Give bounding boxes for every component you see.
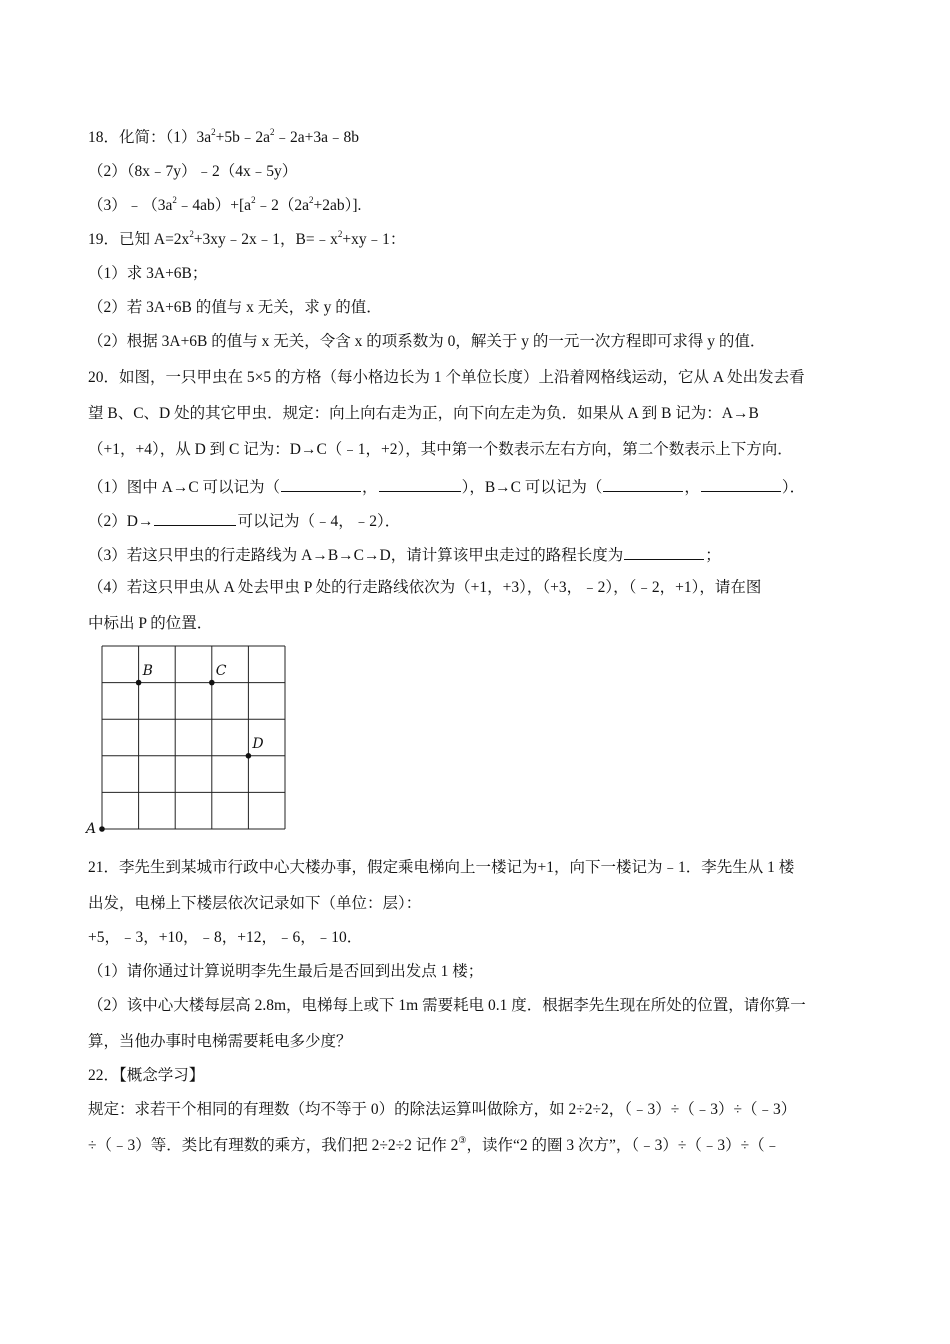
q19-title: 19．已知 $A=2x^2+3xy﹣2x﹣1$，$B=﹣x^2+xy﹣1$： — [88, 229, 406, 248]
q21-part2-line1: （2）该中心大楼每层高 2.8m，电梯每上或下 1m 需要耗电 0.1 度．根据李先生现在所处的位置，请你算一 — [88, 997, 806, 1014]
q18-title: 18．化简：$(1)3a^2+5b﹣2a^2﹣2a+3a﹣8b$ — [88, 127, 360, 146]
q20-line2: 望 B、C、D 处的其它甲虫．规定：向上向右走为正，向下向左走为负．如果从 A 到 B 记为：A→B — [88, 405, 759, 422]
grid-point-d — [246, 753, 252, 759]
q19-part1: （1）求 3A+6B； — [88, 265, 208, 282]
q18-sup-b: 2 — [270, 127, 275, 137]
q20-part1: （1）图中 A→C 可以记为（ ， ），B→C 可以记为（ ， ）． — [88, 476, 805, 498]
q18-part2: （2）（8x﹣7y）﹣2（4x﹣5y） — [88, 163, 298, 180]
q22-line2: ÷（﹣3）等．类比有理数的乘方，我们把 2÷2÷2 记作 2③，读作“2 的圈 3 次方”，（﹣3）÷（﹣3）÷（﹣ — [88, 1135, 781, 1154]
q21-line1: 21．李先生到某城市行政中心大楼办事，假定乘电梯向上一楼记为+1，向下一楼记为﹣1．李先生从 1 楼 — [88, 859, 795, 876]
q20-part4-line1: （4）若这只甲虫从 A 处去甲虫 P 处的行走路线依次为（+1，+3），（+3，﹣2），（﹣2，+1），请在图 — [88, 579, 762, 596]
answer-blank[interactable] — [281, 476, 361, 492]
q20-part3: （3）若这只甲虫的行走路线为 A→B→C→D，请计算该甲虫走过的路程长度为 ； — [88, 544, 721, 566]
grid-point-a — [99, 826, 105, 832]
answer-blank[interactable] — [603, 476, 683, 492]
q19-hint: （2）根据 3A+6B 的值与 x 无关，令含 x 的项系数为 0，解关于 y 的一元一次方程即可求得 y 的值． — [88, 333, 766, 350]
grid-point-c — [209, 680, 215, 686]
grid-point-label-d: D — [252, 735, 264, 752]
q18-part3: $(3)﹣(3a^2﹣4ab)+[a^2﹣2(2a^2+2ab)]$. — [88, 195, 362, 214]
q20-part2: （2）D→ 可以记为（﹣4，﹣2）． — [88, 510, 400, 532]
grid-figure — [84, 642, 294, 842]
answer-blank[interactable] — [701, 476, 781, 492]
q22-title: 22．【概念学习】 — [88, 1067, 205, 1084]
grid-point-label-b: B — [142, 662, 153, 679]
q20-part4-line2: 中标出 P 的位置． — [88, 615, 213, 632]
answer-blank[interactable] — [154, 510, 236, 526]
answer-blank[interactable] — [624, 544, 704, 560]
grid-point-label-c: C — [215, 662, 227, 679]
q21-part1: （1）请你通过计算说明李先生最后是否回到出发点 1 楼； — [88, 963, 484, 980]
q21-line2: 出发，电梯上下楼层依次记录如下（单位：层）： — [88, 895, 422, 912]
grid-point-b — [136, 680, 142, 686]
q21-part2-line2: 算，当他办事时电梯需要耗电多少度？ — [88, 1033, 352, 1050]
grid-point-label-a: A — [86, 821, 97, 837]
answer-blank[interactable] — [379, 476, 461, 492]
q19-part2: （2）若 3A+6B 的值与 x 无关，求 y 的值． — [88, 299, 382, 316]
q20-line1: 20．如图，一只甲虫在 5×5 的方格（每小格边长为 1 个单位长度）上沿着网格线运动，它从 A 处出发去看 — [88, 369, 805, 386]
q20-line3: （+1，+4），从 D 到 C 记为：D→C（﹣1，+2），其中第一个数表示左右方向，第二个数表示上下方向． — [88, 441, 793, 458]
q21-line3: +5，﹣3，+10，﹣8，+12，﹣6，﹣10． — [88, 929, 363, 946]
q22-line1: 规定：求若干个相同的有理数（均不等于 0）的除法运算叫做除方，如 2÷2÷2，（﹣3）÷（﹣3）÷（﹣3） — [88, 1101, 797, 1118]
